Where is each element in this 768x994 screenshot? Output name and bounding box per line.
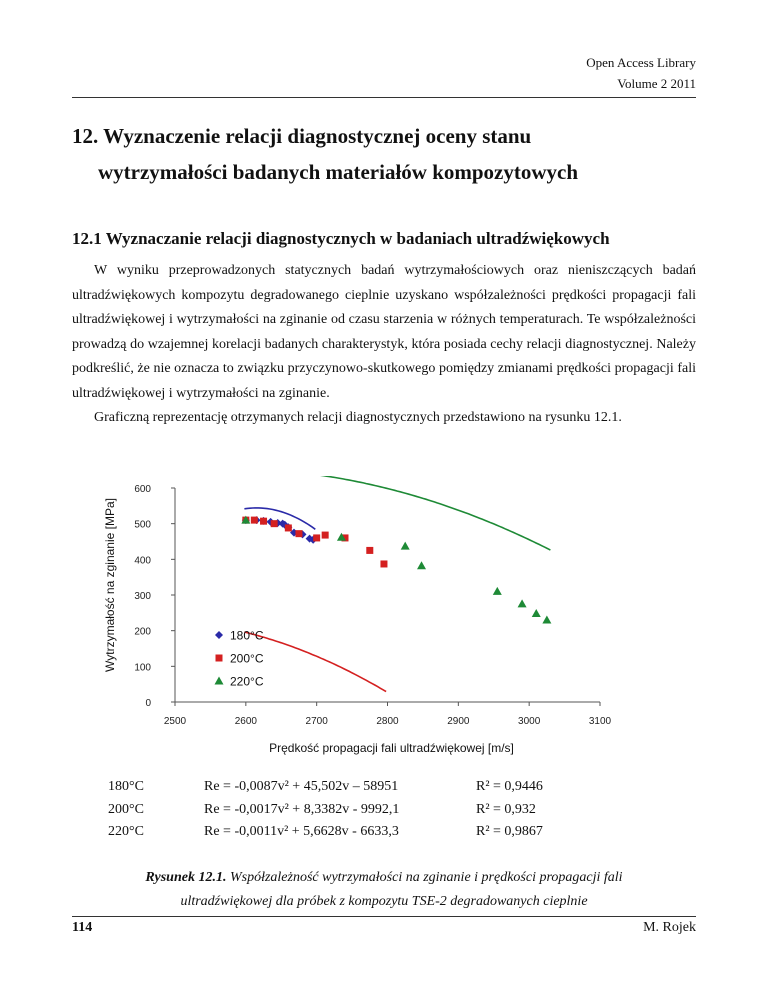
equation-formula: Re = -0,0017v² + 8,3382v - 9992,1 <box>204 801 400 817</box>
equation-temperature: 220°C <box>108 824 144 839</box>
running-header <box>586 52 696 94</box>
x-tick-label: 2800 <box>376 716 399 727</box>
data-point <box>322 532 329 539</box>
x-tick-label: 3000 <box>518 716 541 727</box>
data-point <box>251 517 258 524</box>
equation-temperature: 180°C <box>108 779 144 794</box>
y-tick-label: 400 <box>134 555 151 567</box>
data-point <box>401 542 410 550</box>
data-point <box>285 524 292 531</box>
x-tick-label: 3100 <box>588 716 612 727</box>
legend-label: 180°C <box>230 628 264 643</box>
header-line-2: Volume 2 2011 <box>617 76 696 91</box>
header-line-1: Open Access Library <box>586 55 696 70</box>
y-tick-label: 0 <box>145 698 151 709</box>
y-tick-label: 600 <box>134 484 151 495</box>
equation-r-squared: R² = 0,9867 <box>476 824 543 839</box>
data-point <box>532 609 541 617</box>
x-axis-label: Prędkość propagacji fali ultradźwiękowej [m/s] <box>269 741 514 755</box>
data-point <box>295 530 302 537</box>
y-axis-label: Wytrzymałość na zginanie [MPa] <box>103 498 117 672</box>
legend-marker <box>215 677 224 685</box>
paragraph-2: Graficzną reprezentację otrzymanych relacji diagnostycznych przedstawiono na rysunku 12.1. <box>94 410 622 425</box>
figure-caption <box>72 866 696 913</box>
x-tick-label: 2600 <box>234 716 257 727</box>
regression-equations <box>108 776 543 844</box>
legend-label: 220°C <box>230 674 264 689</box>
legend-marker <box>216 655 223 662</box>
y-tick-label: 200 <box>134 626 151 638</box>
caption-line-2: ultradźwiękowej dla próbek z kompozytu TSE-2 degradowanych cieplnie <box>180 893 588 909</box>
equation-r-squared: R² = 0,932 <box>476 801 536 817</box>
caption-line-1 <box>72 866 696 890</box>
trend-line <box>244 476 550 550</box>
header-rule <box>72 97 696 98</box>
data-point <box>518 599 527 607</box>
y-tick-label: 100 <box>134 662 151 674</box>
legend-marker <box>215 631 223 639</box>
trend-line <box>244 632 386 692</box>
x-tick-label: 2700 <box>305 716 328 727</box>
data-point <box>417 561 426 569</box>
chapter-title-line-2: wytrzymałości badanych materiałów kompozytowych <box>98 160 579 184</box>
data-point <box>260 518 267 525</box>
equation-formula: Re = -0,0011v² + 5,6628v - 6633,3 <box>204 824 399 839</box>
chapter-title-line-1: 12. Wyznaczenie relacji diagnostycznej oceny stanu <box>72 124 532 148</box>
data-point <box>366 547 373 554</box>
equation-formula: Re = -0,0087v² + 45,502v – 58951 <box>204 779 399 794</box>
equation-temperature: 200°C <box>108 801 144 817</box>
paragraph-1: W wyniku przeprowadzonych statycznych badań wytrzymałościowych oraz nieniszczących badań ultradźwiękowych kompozytu degradowanego cieplnie uzyskano współzależności prędkości propagacji fali ultradźwiękowej i wytrzymałości na zginanie od czasu starzenia w różnych temperaturach. Te współzależności prowadzą do wzajemnej korelacji badanych charakterystyk, która posiada cechy relacji diagnostycznej. Należy podkreślić, że nie oznacza to związku przyczynowo-skutkowego pomiędzy zmianami prędkości propagacji fali ultradźwiękowej i wytrzymałości na zginanie. <box>72 263 696 401</box>
data-point <box>271 520 278 527</box>
data-point <box>542 615 551 623</box>
chapter-title <box>72 118 578 190</box>
caption-text-1: Współzależność wytrzymałości na zginanie i prędkości propagacji fali <box>229 870 623 885</box>
legend-label: 200°C <box>230 651 264 666</box>
data-point <box>380 560 387 567</box>
page-number: 114 <box>72 920 93 935</box>
x-tick-label: 2900 <box>447 716 470 727</box>
equation-row <box>108 821 543 844</box>
section-title: 12.1 Wyznaczanie relacji diagnostycznych w badaniach ultradźwiękowych <box>72 229 610 248</box>
data-point <box>313 534 320 541</box>
scatter-chart <box>100 476 630 758</box>
x-tick-label: 2500 <box>163 716 187 727</box>
data-point <box>493 587 502 595</box>
caption-label: Rysunek 12.1. <box>145 870 227 885</box>
equation-row <box>108 776 543 799</box>
footer-author: M. Rojek <box>643 920 696 935</box>
body-text <box>72 259 696 431</box>
equation-r-squared: R² = 0,9446 <box>476 779 543 794</box>
footer-rule <box>72 916 696 917</box>
y-tick-label: 300 <box>134 591 151 602</box>
equation-row <box>108 799 543 822</box>
y-tick-label: 500 <box>134 519 151 531</box>
